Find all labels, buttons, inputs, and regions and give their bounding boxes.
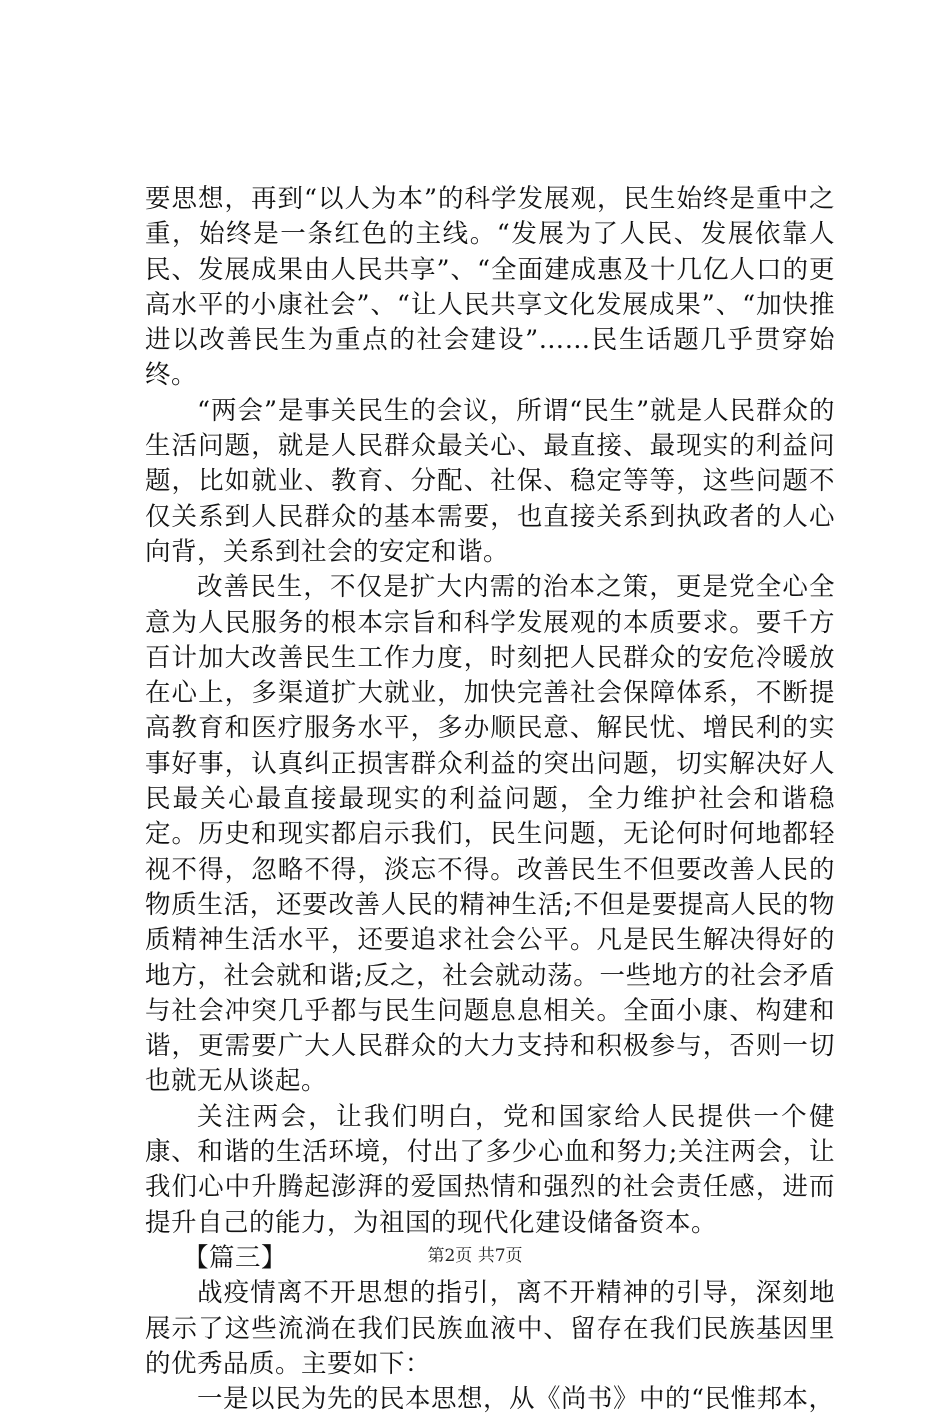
paragraph-first-point: 一是以民为先的民本思想，从《尚书》中的“民惟邦本， (197, 1384, 835, 1415)
paragraph-lianghui: “两会”是事关民生的会议，所谓“民生”就是人民群众的生活问题，就是人民群众最关心、最直接、最现实的利益问题，比如就业、教育、分配、社保、稳定等等，这些问题不仅关系到人民群众的基本需要，也直接关系到执政者的人心向背，关系到社会的安定和谐。 (145, 395, 835, 567)
paragraph-continuation: 要思想，再到“以人为本”的科学发展观，民生始终是重中之重，始终是一条红色的主线。“发展为了人民、发展依靠人民、发展成果由人民共享”、“全面建成惠及十几亿人口的更高水平的小康社会”、“让人民共享文化发展成果”、“加快推进以改善民生为重点的社会建设”……民生话题几乎贯穿始终。 (145, 184, 835, 391)
page-number-footer: 第2页 共7页 (427, 1246, 523, 1266)
document-body (145, 182, 835, 1417)
paragraph-improve-livelihood: 改善民生，不仅是扩大内需的治本之策，更是党全心全意为人民服务的根本宗旨和科学发展观的本质要求。要千方百计加大改善民生工作力度，时刻把人民群众的安危冷暖放在心上，多渠道扩大就业，加快完善社会保障体系，不断提高教育和医疗服务水平，多办顺民意、解民忧、增民利的实事好事，认真纠正损害群众利益的突出问题，切实解决好人民最关心最直接最现实的利益问题，全力维护社会和谐稳定。历史和现实都启示我们，民生问题，无论何时何地都轻视不得，忽略不得，淡忘不得。改善民生不但要改善人民的物质生活，还要改善人民的精神生活;不但是要提高人民的物质精神生活水平，还要追求社会公平。凡是民生解决得好的地方，社会就和谐;反之，社会就动荡。一些地方的社会矛盾与社会冲突几乎都与民生问题息息相关。全面小康、构建和谐，更需要广大人民群众的大力支持和积极参与，否则一切也就无从谈起。 (145, 572, 835, 1097)
paragraph-epidemic: 战疫情离不开思想的指引，离不开精神的引导，深刻地展示了这些流淌在我们民族血液中、留存在我们民族基因里的优秀品质。主要如下： (145, 1278, 835, 1379)
paragraph-focus-lianghui: 关注两会，让我们明白，党和国家给人民提供一个健康、和谐的生活环境，付出了多少心血和努力;关注两会，让我们心中升腾起澎湃的爱国热情和强烈的社会责任感，进而提升自己的能力，为祖国的现代化建设储备资本。 (145, 1101, 835, 1238)
section-heading-pian-san: 【篇三】 (183, 1242, 288, 1273)
